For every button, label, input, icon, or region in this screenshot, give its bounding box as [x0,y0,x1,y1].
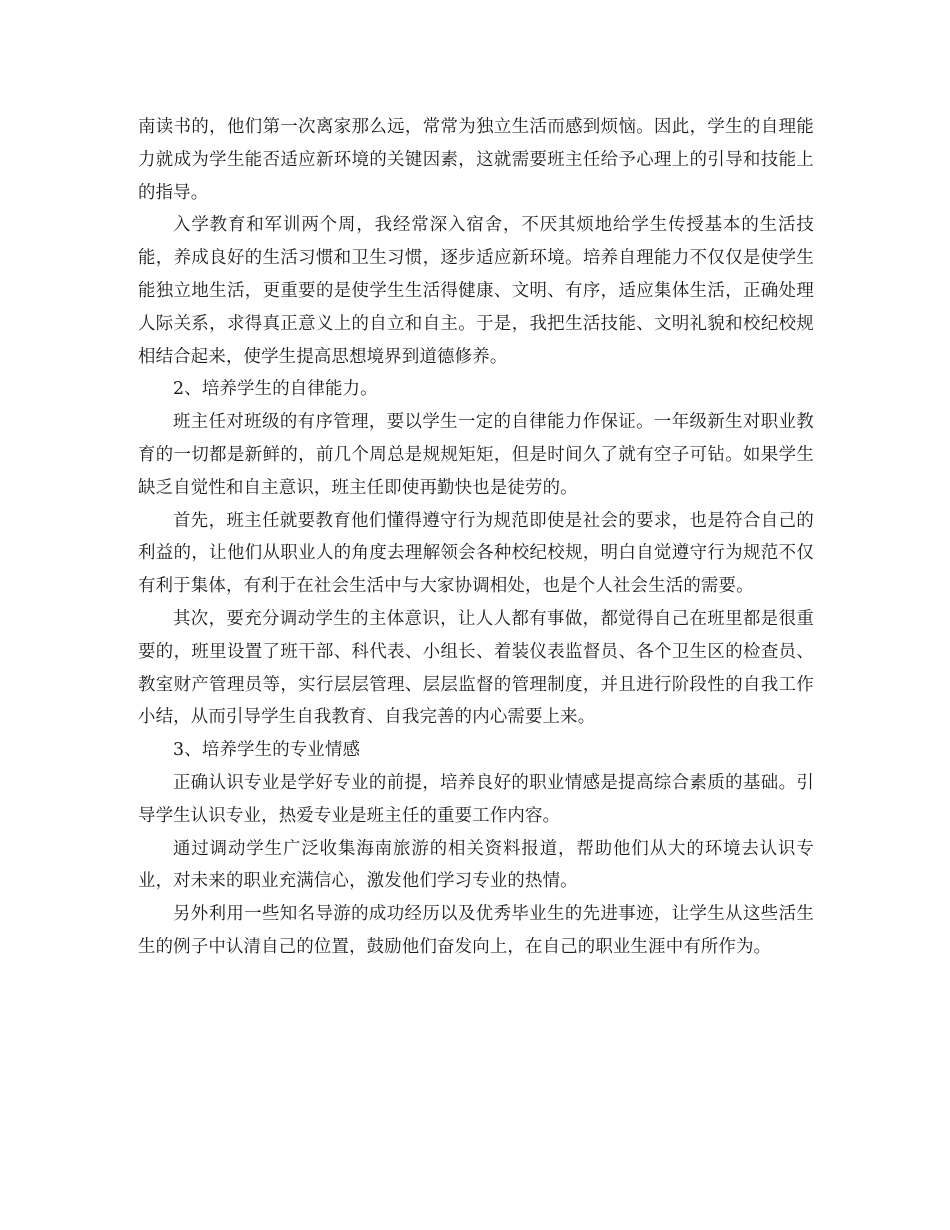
paragraph-tourism-materials: 通过调动学生广泛收集海南旅游的相关资料报道，帮助他们从大的环境去认识专业，对未来的职业充满信心，激发他们学习专业的热情。 [138,838,814,892]
paragraph-first-point: 首先，班主任就要教育他们懂得遵守行为规范即使是社会的要求，也是符合自己的利益的，让他们从职业人的角度去理解领会各种校纪校规，明白自觉遵守行为规范不仅有利于集体，有利于在社会生活中与大家协调相处，也是个人社会生活的需要。 [138,510,814,597]
paragraph-class-management: 班主任对班级的有序管理，要以学生一定的自律能力作保证。一年级新生对职业教育的一切都是新鲜的，前几个周总是规规矩矩，但是时间久了就有空子可钻。如果学生缺乏自觉性和自主意识，班主任即使再勤快也是徒劳的。 [138,412,814,498]
document-body [138,111,814,964]
paragraph-continuation: 南读书的，他们第一次离家那么远，常常为独立生活而感到烦恼。因此，学生的自理能力就成为学生能否适应新环境的关键因素，这就需要班主任给予心理上的引导和技能上的指导。 [138,117,814,203]
section-heading-professional-emotion: 3、培养学生的专业情感 [173,740,361,761]
paragraph-second-point: 其次，要充分调动学生的主体意识，让人人都有事做，都觉得自己在班里都是很重要的，班里设置了班干部、科代表、小组长、着装仪表监督员、各个卫生区的检查员、教室财产管理员等，实行层层管理、层层监督的管理制度，并且进行阶段性的自我工作小结，从而引导学生自我教育、自我完善的内心需要上来。 [138,608,814,728]
section-heading-self-discipline: 2、培养学生的自律能力。 [173,379,378,400]
paragraph-understand-major: 正确认识专业是学好专业的前提，培养良好的职业情感是提高综合素质的基础。引导学生认识专业，热爱专业是班主任的重要工作内容。 [138,772,814,826]
paragraph-life-skills: 入学教育和军训两个周，我经常深入宿舍，不厌其烦地给学生传授基本的生活技能，养成良好的生活习惯和卫生习惯，逐步适应新环境。培养自理能力不仅仅是使学生能独立地生活，更重要的是使学生生活得健康、文明、有序，适应集体生活，正确处理人际关系，求得真正意义上的自立和自主。于是，我把生活技能、文明礼貌和校纪校规相结合起来，使学生提高思想境界到道德修养。 [138,215,814,367]
paragraph-role-models: 另外利用一些知名导游的成功经历以及优秀毕业生的先进事迹，让学生从这些活生生的例子中认清自己的位置，鼓励他们奋发向上，在自己的职业生涯中有所作为。 [138,904,814,957]
